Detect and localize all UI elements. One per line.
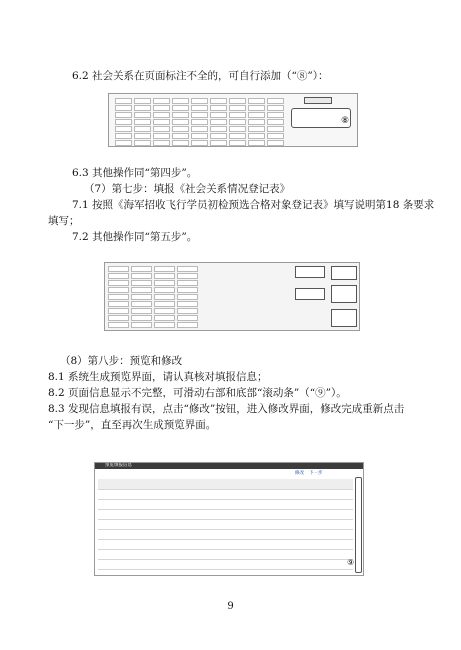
form-cell — [191, 140, 208, 146]
form-cell — [153, 112, 170, 118]
next-step-link[interactable]: 下一步 — [309, 471, 323, 476]
section-6-3-text: 6.3 其他操作同“第四步”。 — [72, 167, 198, 179]
form-cell — [210, 126, 227, 132]
form-cell — [154, 301, 175, 307]
form-cell — [248, 105, 265, 111]
form-cell — [154, 322, 175, 328]
form-cell — [229, 133, 246, 139]
callout-box-2 — [295, 288, 325, 300]
form-cell — [108, 308, 129, 314]
preview-title-bar — [95, 463, 363, 469]
form-cell — [153, 140, 170, 146]
form-cell — [267, 112, 284, 118]
form-cell — [153, 126, 170, 132]
form-cell — [229, 140, 246, 146]
form-cell — [108, 315, 129, 321]
form-cell — [267, 133, 284, 139]
form-cell — [134, 133, 151, 139]
form-cell — [153, 119, 170, 125]
form-cell — [229, 105, 246, 111]
form-cell — [115, 126, 132, 132]
form-cell — [131, 301, 152, 307]
form-cell — [108, 294, 129, 300]
form-cell — [210, 133, 227, 139]
form-cell — [131, 322, 152, 328]
form-cell — [172, 119, 189, 125]
form-cell — [134, 112, 151, 118]
form-cell — [229, 112, 246, 118]
form-cell — [154, 315, 175, 321]
form-cell — [115, 98, 132, 104]
form-cell — [134, 119, 151, 125]
form-cell — [248, 126, 265, 132]
form-cell — [210, 119, 227, 125]
form-cell — [191, 133, 208, 139]
form-cell — [131, 266, 152, 272]
note-box-1 — [331, 266, 357, 280]
form-cell — [115, 112, 132, 118]
form-cell — [177, 315, 198, 321]
form-cell — [115, 133, 132, 139]
note-box-3 — [331, 309, 357, 327]
form-cell — [154, 294, 175, 300]
form-cell — [191, 98, 208, 104]
form-cell — [210, 98, 227, 104]
form-cell — [108, 322, 129, 328]
form-cell — [134, 98, 151, 104]
form-cell — [115, 140, 132, 146]
section-8-1-text: 8.1 系统生成预览界面，请认真核对填报信息； — [48, 371, 268, 383]
page-number: 9 — [227, 601, 234, 612]
section-8-3-line2: “下一步”，直至再次生成预览界面。 — [48, 419, 217, 431]
form-cell — [115, 105, 132, 111]
form-cell — [248, 112, 265, 118]
form-cell — [172, 126, 189, 132]
form-cell — [229, 126, 246, 132]
form-cell — [108, 287, 129, 293]
form-cell — [248, 140, 265, 146]
form-cell — [177, 287, 198, 293]
form-cell — [108, 273, 129, 279]
form-cell — [177, 273, 198, 279]
form-cell — [172, 112, 189, 118]
form-cell — [108, 280, 129, 286]
section-7-1-line2: 填写； — [48, 215, 80, 227]
form-cell — [177, 308, 198, 314]
step-7-heading: （7）第七步：填报《社会关系情况登记表》 — [84, 183, 291, 195]
form-cell — [267, 140, 284, 146]
form-cell — [172, 133, 189, 139]
form-cell — [131, 308, 152, 314]
form-cell — [267, 119, 284, 125]
add-relation-button[interactable] — [304, 97, 332, 104]
form-cell — [131, 273, 152, 279]
form-cell — [172, 140, 189, 146]
form-cell — [191, 105, 208, 111]
form-cell — [177, 280, 198, 286]
callout-box-1 — [295, 266, 325, 278]
registration-form-screenshot — [104, 262, 360, 331]
form-cell — [172, 105, 189, 111]
note-box-2 — [331, 285, 357, 303]
form-cell — [267, 126, 284, 132]
form-cell — [248, 133, 265, 139]
social-relations-screenshot — [108, 93, 358, 147]
form-cell — [154, 308, 175, 314]
preview-title-text: 预览填报信息 — [105, 463, 132, 468]
preview-screenshot — [94, 462, 364, 576]
form-cell — [177, 266, 198, 272]
add-marker-icon: ⑧ — [341, 116, 350, 126]
table-row — [98, 559, 353, 570]
form-cell — [115, 119, 132, 125]
section-7-1-line1: 7.1 按照《海军招收飞行学员初检预选合格对象登记表》填写说明第18 条要求 — [72, 199, 435, 211]
form-cell — [177, 294, 198, 300]
form-cell — [191, 119, 208, 125]
form-cell — [191, 112, 208, 118]
form-cell — [154, 266, 175, 272]
form-cell — [153, 105, 170, 111]
form-cell — [210, 140, 227, 146]
form-cell — [177, 322, 198, 328]
scroll-marker-icon: ⑨ — [347, 558, 355, 567]
form-cell — [229, 119, 246, 125]
form-cell — [267, 105, 284, 111]
form-cell — [131, 280, 152, 286]
form-cell — [131, 294, 152, 300]
form-cell — [177, 301, 198, 307]
section-6-2-text: 6.2 社会关系在页面标注不全的，可自行添加（“⑧”）： — [72, 70, 329, 82]
form-cell — [267, 98, 284, 104]
form-cell — [131, 315, 152, 321]
form-cell — [248, 98, 265, 104]
edit-link[interactable]: 修改 — [295, 471, 304, 476]
form-cell — [108, 301, 129, 307]
form-cell — [154, 287, 175, 293]
step-8-heading: （8）第八步：预览和修改 — [60, 355, 183, 367]
scrollbar-highlight[interactable] — [355, 477, 362, 573]
form-cell — [134, 140, 151, 146]
form-cell — [229, 98, 246, 104]
form-cell — [210, 112, 227, 118]
form-cell — [131, 287, 152, 293]
form-cell — [108, 266, 129, 272]
form-cell — [134, 105, 151, 111]
form-cell — [154, 273, 175, 279]
form-cell — [248, 119, 265, 125]
form-cell — [191, 126, 208, 132]
form-cell — [153, 133, 170, 139]
form-cell — [134, 126, 151, 132]
section-8-3-line1: 8.3 发现信息填报有误，点击“修改”按钮，进入修改界面，修改完成重新点击 — [48, 403, 405, 415]
form-cell — [154, 280, 175, 286]
form-cell — [172, 98, 189, 104]
section-7-2-text: 7.2 其他操作同“第五步”。 — [72, 231, 198, 243]
section-8-2-text: 8.2 页面信息显示不完整，可滑动右部和底部“滚动条”（“⑨”）。 — [48, 387, 347, 399]
form-cell — [210, 105, 227, 111]
form-cell — [153, 98, 170, 104]
